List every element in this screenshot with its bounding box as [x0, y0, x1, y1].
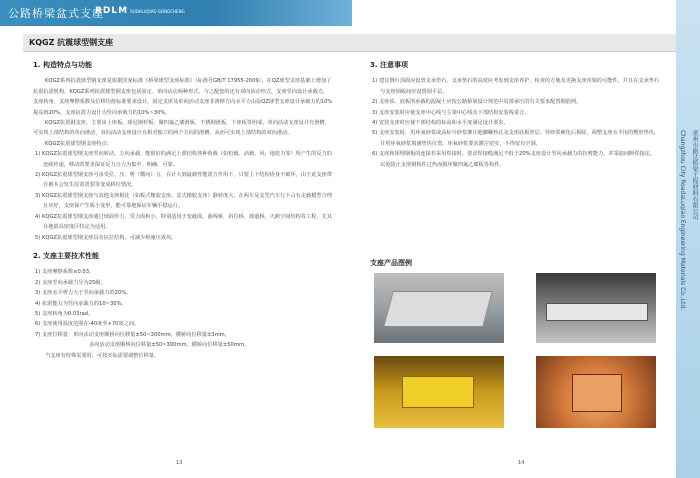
performance-item: 4) 抗震能力为竖向承载力的10~30%。	[35, 300, 127, 307]
performance-heading: 2. 支座主要技术性能	[33, 251, 99, 260]
structure-paragraph: KQGZ系列抗震球型钢支座是依据国家标准《桥梁球型支座标准》（标准号GB/T 17955-2009），在QZ球型支座基础上增加了抗震抗震机构，KQGZ系列抗震球型钢支座包括固定、单向活动两种形式，与之配套的还有双向活动形式，支座竖向设计承载力，支座转角，支座摩擦系数及位移均按标准要求设计，固定支座及单向活动支座非滑移方向水平力由原QZ球型支座设计承载力的10%提高到20%，支座抗震力设计为竖向承载力的10%~30%。	[33, 78, 333, 116]
product-photo-stacked-plates	[374, 273, 504, 343]
product-photo-yellow-bearing	[374, 356, 504, 428]
structure-paragraph: KQGZ抗震钢支座，主要由上座板、球冠钢衬板、聚四氟乙烯滑板、不锈钢滑板、下座板等组成，单向活动支座设计有滑槽，可实现上部结构的单向滑动，双向活动支座设计有相对独立的两个方向的滑槽，从而可实现上部结构的双向滑动。	[33, 120, 330, 137]
performance-item: 7) 支座位移量：单向活动支座顺桥向位移量±50~300mm，横桥向位移量±3mm。	[35, 331, 230, 338]
section-header	[23, 34, 676, 52]
left-page-content	[33, 60, 333, 361]
top-blank	[352, 0, 700, 26]
note-item: 1) 建议墩台顶面应设置支承垫石，支承垫石的高度应考虑到支座养护、检查的方便及更换支座顶梁的可能性，并且在支承垫石与支座钢板间应设置调平层。	[372, 78, 660, 95]
note-item: 2) 支座顶、底板所承载的混凝土应按公路桥梁设计规范中局部承压的有关要求配置钢筋网。	[372, 99, 582, 106]
company-name-cn: 常州市路达桥梁工程材料有限公司	[691, 130, 698, 220]
page-number-left: 13	[176, 460, 183, 466]
feature-item: 3) KQGZ抗震球型钢支座与其他支座相比（如板式橡胶支座、盆式橡胶支座）静转度大，在两车及支型汽车行下占有走载模型合理且应好，支座保产生板小变形，能可靠地保证车辆平稳运行。	[35, 192, 332, 210]
performance-note: 当支座有特殊需要时，可按实际需要调整位移量。	[45, 352, 160, 359]
section-title: KQGZ 抗震球型钢支座	[29, 38, 114, 47]
top-banner	[0, 0, 352, 26]
company-name-en: Changzhou City RoadaLuqiao Engineering Materials Co.,Ltd.	[679, 130, 686, 311]
notes-heading: 3. 注意事项	[370, 61, 408, 69]
sidebar-company-name	[676, 130, 700, 430]
note-item: 5) 支座安装时，用环氧砂浆或高标号砂浆灌注地脚螺栓孔及支座底板垫层；待砂浆硬化后拆除，调整支座水平用的楔形垫块，并用环氧砂浆填满垫块位置，环氧砂浆要求灌注密实，不得留有空洞。	[372, 130, 660, 147]
performance-item: 1) 支座摩擦系数≤0.03。	[35, 269, 95, 276]
structure-paragraph: KQGZ抗震球型钢支座特点：	[45, 140, 112, 147]
structure-heading: 1. 构造特点与功能	[33, 61, 92, 69]
note-item: 3) 支座安装时应使支座中心线与主梁中心线及下部结构安装线重合。	[372, 109, 530, 116]
gallery-title: 支座产品图例	[370, 259, 412, 267]
performance-sub-item: 多向活动支座顺桥向位移量±50~300mm，横桥向位移量±50mm。	[89, 342, 250, 349]
performance-item: 6) 支座使用温度范围在-40度至+70度之间。	[35, 321, 140, 328]
feature-item: 2) KQGZ抗震球型钢支座可承受拉、压、剪（横向）力，在计大到最载性能震力作用下，只要上下结构协身不破坏，由于此支座带有被本会发生原震震裂等变成移位情况。	[35, 172, 332, 189]
page-number-right: 14	[518, 460, 525, 466]
performance-item: 2) 支座竖向承载力分为25级。	[35, 279, 106, 286]
brochure-title: 公路桥梁盆式支座	[8, 7, 104, 20]
note-item: 6) 支座和预埋钢板的连接若采用焊接时，要求焊接缝满足不低于20%支座设计竖向承载力的抗剪能力，并采取间断焊接法，以免防止支座钢构件过热而损坏聚四氟乙烯板等构件。	[372, 151, 656, 168]
performance-item: 5) 支座转角为0.03rad。	[35, 310, 94, 317]
product-photo-bearing-plate	[536, 273, 656, 343]
feature-item: 1) KQGZ抗震球型钢支座竖向转动，万向承载，能很好的满足上部结构各种荷载（如恒载、活载、风、地震力等）所产生的反力的连续传递，移动的要求保证反力合力为集中，明确、可靠。	[35, 151, 332, 168]
feature-item: 4) KQGZ抗震球型钢支座通过球面传力，受力面积小，特别适用于变截面，曲线桥，斜拉桥，坡道桥，大跨空间结构等工程，尤其在地震高密度区特定为适用。	[35, 213, 332, 231]
right-page-content	[370, 60, 660, 170]
feature-item: 5) KQGZ抗震球型钢支座具有抗拉结构，可减少桥施压成块。	[35, 234, 177, 241]
performance-item: 3) 支座水平剪力大于竖向承载力的20%。	[35, 290, 132, 297]
note-item: 4) 安装支座时应使下部结构的标高和水平度满足设计要求。	[372, 120, 509, 127]
company-logo: RDLM RUDALUQIAO GONGCHENG	[95, 6, 185, 16]
product-photo-copper-bearing	[536, 356, 656, 428]
